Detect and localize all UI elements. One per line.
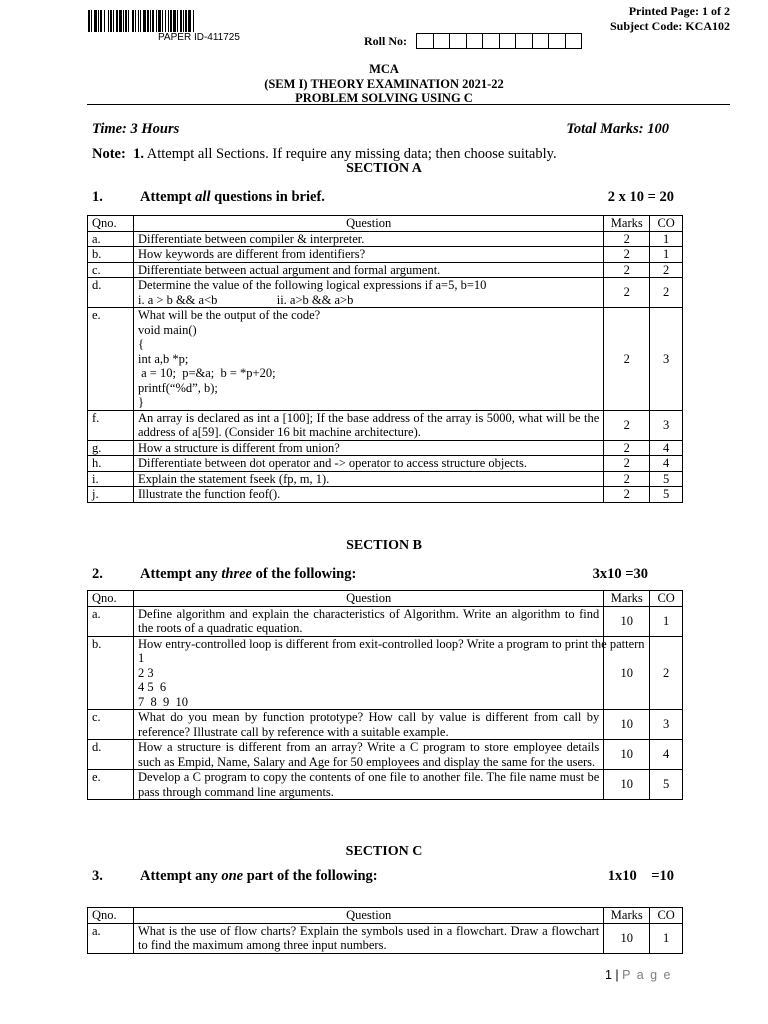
- question-co: 1: [650, 231, 683, 247]
- total-marks: Total Marks: 100: [566, 121, 669, 137]
- question-text: [134, 456, 604, 472]
- co-header: CO: [650, 908, 683, 924]
- section-c-table: [87, 907, 683, 954]
- question-co: 5: [650, 487, 683, 503]
- question-line: a = 10; p=&a; b = *p+20;: [138, 366, 276, 380]
- section-a-instruction: 1. Attempt all questions in brief.: [92, 189, 325, 205]
- question-no: d.: [88, 740, 134, 770]
- question-text: [134, 740, 604, 770]
- question-line: What do you mean by function prototype? How call by value is different from call by reference? Illustrate call by reference with a suitable example.: [138, 710, 600, 739]
- table-row: [88, 606, 683, 636]
- question-co: 4: [650, 456, 683, 472]
- question-line: i. a > b && a<b ii. a>b && a>b: [138, 292, 354, 307]
- question-marks: 2: [604, 487, 650, 503]
- question-co: 3: [650, 710, 683, 740]
- question-line: void main(): [138, 322, 197, 337]
- question-line: Differentiate between compiler & interpreter.: [138, 231, 365, 246]
- header-divider: [87, 104, 730, 105]
- question-line: Differentiate between actual argument and formal argument.: [138, 262, 441, 277]
- question-no: d.: [88, 278, 134, 308]
- question-no: e.: [88, 770, 134, 800]
- page-number: 1: [604, 968, 612, 982]
- question-line: Develop a C program to copy the contents of one file to another file. The file name must be pass through command line arguments.: [138, 770, 600, 799]
- question-line: How a structure is different from union?: [138, 440, 340, 455]
- section-c-title: SECTION C: [345, 844, 423, 859]
- question-text: [134, 410, 604, 440]
- question-co: 2: [650, 636, 683, 710]
- question-text: [134, 247, 604, 263]
- question-text: [134, 308, 604, 411]
- question-line: What is the use of flow charts? Explain the symbols used in a flowchart. Draw a flowchart to find the maximum among three input numbers.: [138, 923, 600, 952]
- question-number: 1.: [92, 189, 103, 205]
- table-row: [88, 487, 683, 503]
- section-a-marks: 2 x 10 = 20: [607, 189, 674, 205]
- table-row: [88, 440, 683, 456]
- question-no: e.: [88, 308, 134, 411]
- roll-no-box[interactable]: [533, 34, 550, 48]
- exam-time: Time: 3 Hours: [92, 121, 180, 137]
- roll-no-box[interactable]: [566, 34, 582, 48]
- exam-title: (SEM I) THEORY EXAMINATION 2021-22: [264, 77, 504, 91]
- qno-header: Qno.: [88, 908, 134, 924]
- barcode: [88, 10, 318, 32]
- question-marks: 2: [604, 278, 650, 308]
- question-no: b.: [88, 247, 134, 263]
- question-co: 2: [650, 262, 683, 278]
- table-row: [88, 710, 683, 740]
- roll-no-label: Roll No:: [364, 34, 407, 48]
- question-marks: 2: [604, 262, 650, 278]
- marks-header: Marks: [604, 216, 650, 232]
- roll-no-box[interactable]: [516, 34, 533, 48]
- question-co: 4: [650, 440, 683, 456]
- qno-header: Qno.: [88, 216, 134, 232]
- question-co: 5: [650, 471, 683, 487]
- question-marks: 10: [604, 710, 650, 740]
- question-marks: 2: [604, 456, 650, 472]
- question-number: 2.: [92, 566, 103, 582]
- question-text: [134, 606, 604, 636]
- table-header-row: [88, 591, 683, 607]
- co-header: CO: [650, 216, 683, 232]
- question-marks: 10: [604, 740, 650, 770]
- question-line: {: [138, 337, 144, 351]
- question-line: How keywords are different from identifiers?: [138, 247, 366, 261]
- table-row: [88, 923, 683, 953]
- table-row: [88, 262, 683, 278]
- section-b-marks: 3x10 =30: [592, 566, 648, 582]
- question-line: Differentiate between dot operator and -> operator to access structure objects.: [138, 456, 527, 470]
- section-b-title: SECTION B: [346, 538, 422, 553]
- printed-page-info: [610, 4, 730, 34]
- section-b-instruction: 2. Attempt any three of the following:: [92, 566, 357, 582]
- page-word: P a g e: [622, 968, 672, 982]
- table-row: [88, 278, 683, 308]
- question-line: 2 3: [138, 665, 154, 680]
- table-row: [88, 308, 683, 411]
- question-line: What will be the output of the code?: [138, 308, 321, 322]
- question-header: Question: [134, 216, 604, 232]
- marks-header: Marks: [604, 591, 650, 607]
- qno-header: Qno.: [88, 591, 134, 607]
- page-footer: [605, 968, 672, 982]
- subject-code: Subject Code: KCA102: [610, 19, 730, 33]
- question-text: [134, 440, 604, 456]
- roll-no-box[interactable]: [483, 34, 500, 48]
- roll-no-box[interactable]: [549, 34, 566, 48]
- roll-no-box[interactable]: [467, 34, 484, 48]
- table-header-row: [88, 908, 683, 924]
- table-row: [88, 410, 683, 440]
- printed-page: Printed Page: 1 of 2: [628, 4, 730, 18]
- question-text: [134, 636, 645, 710]
- program-title: MCA: [369, 62, 399, 76]
- question-no: a.: [88, 231, 134, 247]
- question-line: 7 8 9 10: [138, 694, 188, 709]
- table-row: [88, 471, 683, 487]
- roll-no-boxes: [416, 33, 582, 49]
- note-number: 1.: [133, 146, 144, 162]
- question-co: 1: [650, 606, 683, 636]
- question-no: i.: [88, 471, 134, 487]
- question-header: Question: [134, 591, 604, 607]
- question-co: 5: [650, 770, 683, 800]
- question-line: 4 5 6: [138, 680, 167, 694]
- section-c-instruction: 3. Attempt any one part of the following:: [92, 868, 378, 884]
- question-text: [134, 278, 604, 308]
- question-no: h.: [88, 456, 134, 472]
- question-text: [134, 770, 604, 800]
- question-no: g.: [88, 440, 134, 456]
- section-b-table: [87, 590, 683, 800]
- question-line: int a,b *p;: [138, 351, 189, 366]
- question-marks: 10: [604, 770, 650, 800]
- question-text: [134, 471, 604, 487]
- paper-id: PAPER ID-411725: [158, 32, 240, 43]
- question-text: [134, 231, 604, 247]
- question-line: printf(“%d”, b);: [138, 380, 218, 395]
- question-line: Illustrate the function feof().: [138, 487, 281, 501]
- question-marks: 2: [604, 410, 650, 440]
- question-marks: 10: [604, 636, 650, 710]
- question-line: An array is declared as int a [100]; If the base address of the array is 5000, what will be the address of a[59]. (Consider 16 bit machine architecture).: [138, 410, 600, 439]
- question-co: 4: [650, 740, 683, 770]
- question-line: Define algorithm and explain the characteristics of Algorithm. Write an algorithm to find the roots of a quadratic equation.: [138, 606, 600, 635]
- roll-no-box[interactable]: [500, 34, 517, 48]
- note-label: Note:: [92, 146, 126, 162]
- question-co: 2: [650, 278, 683, 308]
- note-text: Attempt all Sections. If require any missing data; then choose suitably.: [143, 146, 557, 162]
- question-co: 1: [650, 247, 683, 263]
- question-co: 3: [650, 308, 683, 411]
- table-row: [88, 456, 683, 472]
- marks-header: Marks: [604, 908, 650, 924]
- section-c-marks: 1x10 =10: [607, 868, 674, 884]
- question-line: Explain the statement fseek (fp, m, 1).: [138, 471, 330, 486]
- table-row: [88, 740, 683, 770]
- section-a-table: [87, 215, 683, 503]
- table-row: [88, 247, 683, 263]
- question-no: j.: [88, 487, 134, 503]
- roll-no-box[interactable]: [434, 34, 451, 48]
- question-no: b.: [88, 636, 134, 710]
- question-text: [134, 487, 604, 503]
- question-no: a.: [88, 606, 134, 636]
- question-number: 3.: [92, 868, 103, 884]
- roll-no-box[interactable]: [450, 34, 467, 48]
- question-header: Question: [134, 908, 604, 924]
- question-no: c.: [88, 710, 134, 740]
- question-marks: 2: [604, 308, 650, 411]
- question-text: [134, 923, 604, 953]
- table-row: [88, 231, 683, 247]
- question-marks: 2: [604, 471, 650, 487]
- question-marks: 10: [604, 923, 650, 953]
- table-header-row: [88, 216, 683, 232]
- question-no: c.: [88, 262, 134, 278]
- question-marks: 2: [604, 440, 650, 456]
- question-text: [134, 262, 604, 278]
- question-no: f.: [88, 410, 134, 440]
- question-line: How a structure is different from an array? Write a C program to store employee details such as Empid, Name, Salary and Age for 50 employees and display the same for the users.: [138, 740, 600, 769]
- question-no: a.: [88, 923, 134, 953]
- roll-no-box[interactable]: [417, 34, 434, 48]
- co-header: CO: [650, 591, 683, 607]
- question-line: }: [138, 395, 144, 409]
- question-text: [134, 710, 604, 740]
- question-line: How entry-controlled loop is different from exit-controlled loop? Write a program to print the pattern: [138, 636, 645, 651]
- section-a-title: SECTION A: [346, 161, 422, 176]
- table-row: [88, 636, 683, 710]
- question-marks: 10: [604, 606, 650, 636]
- question-marks: 2: [604, 247, 650, 263]
- question-line: 1: [138, 651, 145, 665]
- question-marks: 2: [604, 231, 650, 247]
- subject-title: PROBLEM SOLVING USING C: [295, 91, 473, 105]
- question-co: 3: [650, 410, 683, 440]
- page-separator: |: [611, 968, 623, 982]
- question-co: 1: [650, 923, 683, 953]
- question-line: Determine the value of the following logical expressions if a=5, b=10: [138, 278, 487, 292]
- table-row: [88, 770, 683, 800]
